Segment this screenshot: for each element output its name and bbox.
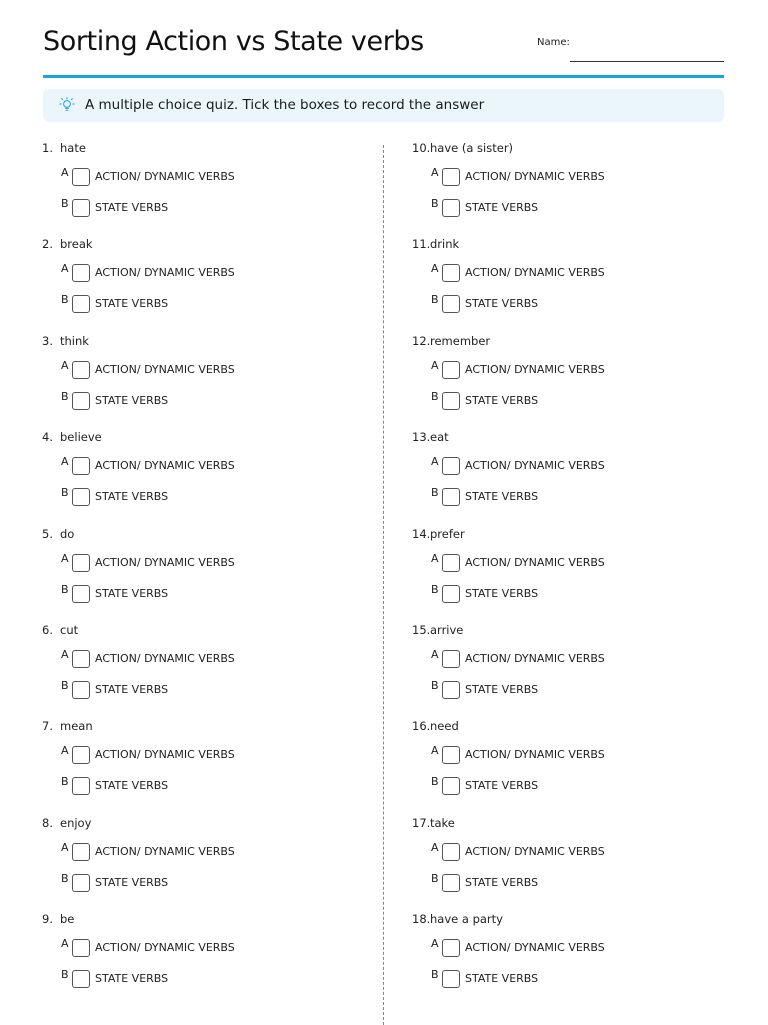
question-number: 7. <box>42 719 53 734</box>
option-letter: A <box>431 262 439 276</box>
checkbox[interactable] <box>442 264 460 282</box>
checkbox[interactable] <box>442 681 460 699</box>
checkbox[interactable] <box>72 843 90 861</box>
question-column-right <box>412 141 732 1009</box>
question-stem <box>412 430 449 444</box>
option-label: STATE VERBS <box>465 972 539 986</box>
option-label: ACTION/ DYNAMIC VERBS <box>95 170 235 183</box>
question-number: 15. <box>412 622 431 637</box>
checkbox[interactable] <box>72 874 90 892</box>
option-letter: B <box>431 197 439 210</box>
option-letter: A <box>431 647 439 661</box>
question-number: 1. <box>42 141 53 155</box>
option-letter: A <box>431 455 439 469</box>
option-letter: A <box>431 166 439 179</box>
option-letter: B <box>61 486 69 500</box>
question-word: enjoy <box>60 815 92 830</box>
checkbox[interactable] <box>442 361 460 379</box>
question-number: 16. <box>412 719 431 734</box>
question-stem <box>412 623 463 637</box>
question-word: have (a sister) <box>430 141 514 155</box>
option-label: ACTION/ DYNAMIC VERBS <box>95 748 235 762</box>
question-word: do <box>60 526 75 541</box>
option-label: STATE VERBS <box>95 201 169 214</box>
checkbox[interactable] <box>442 457 460 475</box>
checkbox[interactable] <box>72 199 90 217</box>
question-word: drink <box>430 237 460 252</box>
question-number: 12. <box>412 333 431 348</box>
option-letter: A <box>61 551 69 565</box>
option-letter: B <box>61 389 69 403</box>
checkbox[interactable] <box>72 168 90 186</box>
option-letter: B <box>431 775 439 789</box>
question-word: think <box>60 333 89 348</box>
option-label: STATE VERBS <box>95 586 169 600</box>
option-label: ACTION/ DYNAMIC VERBS <box>95 844 235 858</box>
question-number: 14. <box>412 526 431 541</box>
option-label: STATE VERBS <box>95 682 169 696</box>
question-item <box>412 816 732 912</box>
option-letter: B <box>431 486 439 500</box>
checkbox[interactable] <box>442 168 460 186</box>
option-letter: B <box>431 293 439 307</box>
checkbox[interactable] <box>442 554 460 572</box>
checkbox[interactable] <box>72 746 90 764</box>
checkbox[interactable] <box>72 554 90 572</box>
checkbox[interactable] <box>442 295 460 313</box>
option-label: STATE VERBS <box>95 297 169 311</box>
question-column-left <box>42 141 362 1009</box>
checkbox[interactable] <box>442 585 460 603</box>
option-letter: B <box>431 582 439 596</box>
checkbox[interactable] <box>442 650 460 668</box>
option-label: STATE VERBS <box>95 972 169 986</box>
checkbox[interactable] <box>442 392 460 410</box>
question-stem <box>412 912 503 926</box>
question-item <box>42 912 362 1008</box>
option-label: STATE VERBS <box>465 297 539 311</box>
question-word: arrive <box>430 622 464 637</box>
option-letter: B <box>431 389 439 403</box>
option-label: STATE VERBS <box>465 201 539 214</box>
question-word: take <box>430 815 455 830</box>
question-stem <box>412 527 465 541</box>
checkbox[interactable] <box>442 874 460 892</box>
question-stem <box>42 334 89 348</box>
question-word: believe <box>60 430 102 445</box>
option-label: ACTION/ DYNAMIC VERBS <box>95 459 235 473</box>
question-item <box>42 816 362 912</box>
checkbox[interactable] <box>72 681 90 699</box>
option-label: ACTION/ DYNAMIC VERBS <box>95 266 235 280</box>
option-label: ACTION/ DYNAMIC VERBS <box>465 651 605 665</box>
column-divider <box>383 145 384 1025</box>
option-letter: B <box>61 293 69 307</box>
question-stem <box>42 816 91 830</box>
question-word: be <box>60 912 75 927</box>
question-number: 3. <box>42 333 53 348</box>
option-letter: B <box>61 968 69 982</box>
question-number: 17. <box>412 815 431 830</box>
question-stem <box>42 623 78 637</box>
checkbox[interactable] <box>442 199 460 217</box>
option-label: ACTION/ DYNAMIC VERBS <box>95 362 235 376</box>
checkbox[interactable] <box>72 939 90 957</box>
question-word: mean <box>60 719 93 734</box>
question-word: prefer <box>430 526 465 541</box>
option-letter: B <box>431 871 439 885</box>
option-letter: A <box>431 551 439 565</box>
name-field-line[interactable] <box>570 61 724 62</box>
checkbox[interactable] <box>72 777 90 795</box>
option-label: STATE VERBS <box>465 490 539 504</box>
question-stem <box>42 527 74 541</box>
option-label: STATE VERBS <box>465 779 539 793</box>
option-label: STATE VERBS <box>95 875 169 889</box>
checkbox[interactable] <box>72 488 90 506</box>
question-item <box>42 623 362 719</box>
question-number: 13. <box>412 430 431 445</box>
question-word: have a party <box>430 912 503 927</box>
question-number: 2. <box>42 237 53 252</box>
question-item <box>42 141 362 237</box>
checkbox[interactable] <box>72 361 90 379</box>
question-stem <box>412 141 513 155</box>
question-number: 6. <box>42 622 53 637</box>
option-label: ACTION/ DYNAMIC VERBS <box>465 266 605 280</box>
option-label: STATE VERBS <box>465 586 539 600</box>
checkbox[interactable] <box>72 585 90 603</box>
option-label: ACTION/ DYNAMIC VERBS <box>465 941 605 955</box>
option-letter: B <box>61 775 69 789</box>
option-letter: A <box>431 358 439 372</box>
option-letter: B <box>431 968 439 982</box>
lightbulb-icon <box>59 97 75 113</box>
question-stem <box>412 816 455 830</box>
question-item <box>412 527 732 623</box>
option-label: ACTION/ DYNAMIC VERBS <box>465 555 605 569</box>
question-number: 5. <box>42 526 53 541</box>
option-letter: B <box>431 678 439 692</box>
option-letter: A <box>61 166 69 179</box>
worksheet-header <box>43 24 724 76</box>
question-stem <box>42 719 93 733</box>
option-label: ACTION/ DYNAMIC VERBS <box>465 170 605 183</box>
option-label: ACTION/ DYNAMIC VERBS <box>465 748 605 762</box>
checkbox[interactable] <box>442 970 460 988</box>
question-number: 11. <box>412 237 431 252</box>
option-label: STATE VERBS <box>465 393 539 407</box>
question-item <box>42 237 362 333</box>
question-stem <box>42 237 93 251</box>
option-letter: A <box>61 455 69 469</box>
option-letter: B <box>61 678 69 692</box>
question-item <box>412 237 732 333</box>
question-item <box>42 527 362 623</box>
option-letter: A <box>431 840 439 854</box>
option-label: STATE VERBS <box>95 779 169 793</box>
question-word: break <box>60 237 93 252</box>
question-word: remember <box>430 333 491 348</box>
option-label: ACTION/ DYNAMIC VERBS <box>465 459 605 473</box>
question-item <box>412 912 732 1008</box>
question-word: cut <box>60 622 79 637</box>
question-item <box>42 430 362 526</box>
option-letter: B <box>61 582 69 596</box>
option-label: STATE VERBS <box>95 393 169 407</box>
question-item <box>412 334 732 430</box>
checkbox[interactable] <box>442 488 460 506</box>
checkbox[interactable] <box>72 264 90 282</box>
option-label: ACTION/ DYNAMIC VERBS <box>465 844 605 858</box>
question-item <box>412 623 732 719</box>
checkbox[interactable] <box>72 457 90 475</box>
name-label: Name: <box>537 37 570 48</box>
checkbox[interactable] <box>442 746 460 764</box>
header-rule <box>43 75 724 78</box>
question-item <box>412 430 732 526</box>
question-item <box>412 141 732 237</box>
question-stem <box>412 237 459 251</box>
question-number: 9. <box>42 912 53 927</box>
question-item <box>42 719 362 815</box>
question-number: 10. <box>412 141 431 155</box>
question-stem <box>42 141 86 155</box>
question-item <box>42 334 362 430</box>
option-label: ACTION/ DYNAMIC VERBS <box>95 651 235 665</box>
question-word: need <box>430 719 459 734</box>
question-stem <box>412 719 459 733</box>
option-label: ACTION/ DYNAMIC VERBS <box>95 941 235 955</box>
checkbox[interactable] <box>442 939 460 957</box>
option-letter: A <box>61 840 69 854</box>
question-stem <box>412 334 490 348</box>
option-letter: A <box>61 744 69 758</box>
page-title: Sorting Action vs State verbs <box>43 26 424 57</box>
instruction-banner <box>43 89 724 122</box>
option-label: STATE VERBS <box>465 875 539 889</box>
question-number: 8. <box>42 815 53 830</box>
option-letter: A <box>431 937 439 951</box>
option-label: ACTION/ DYNAMIC VERBS <box>465 362 605 376</box>
instruction-text: A multiple choice quiz. Tick the boxes to record the answer <box>85 97 485 113</box>
checkbox[interactable] <box>72 970 90 988</box>
option-letter: A <box>61 358 69 372</box>
question-stem <box>42 912 74 926</box>
option-letter: A <box>61 262 69 276</box>
option-label: ACTION/ DYNAMIC VERBS <box>95 555 235 569</box>
checkbox[interactable] <box>442 843 460 861</box>
question-item <box>412 719 732 815</box>
checkbox[interactable] <box>442 777 460 795</box>
question-stem <box>42 430 102 444</box>
option-letter: A <box>431 744 439 758</box>
option-letter: A <box>61 937 69 951</box>
checkbox[interactable] <box>72 295 90 313</box>
option-letter: B <box>61 197 69 210</box>
checkbox[interactable] <box>72 650 90 668</box>
question-number: 4. <box>42 430 53 445</box>
question-number: 18. <box>412 912 431 927</box>
option-letter: A <box>61 647 69 661</box>
option-letter: B <box>61 871 69 885</box>
checkbox[interactable] <box>72 392 90 410</box>
option-label: STATE VERBS <box>95 490 169 504</box>
question-word: eat <box>430 430 449 445</box>
question-word: hate <box>60 141 86 155</box>
option-label: STATE VERBS <box>465 682 539 696</box>
